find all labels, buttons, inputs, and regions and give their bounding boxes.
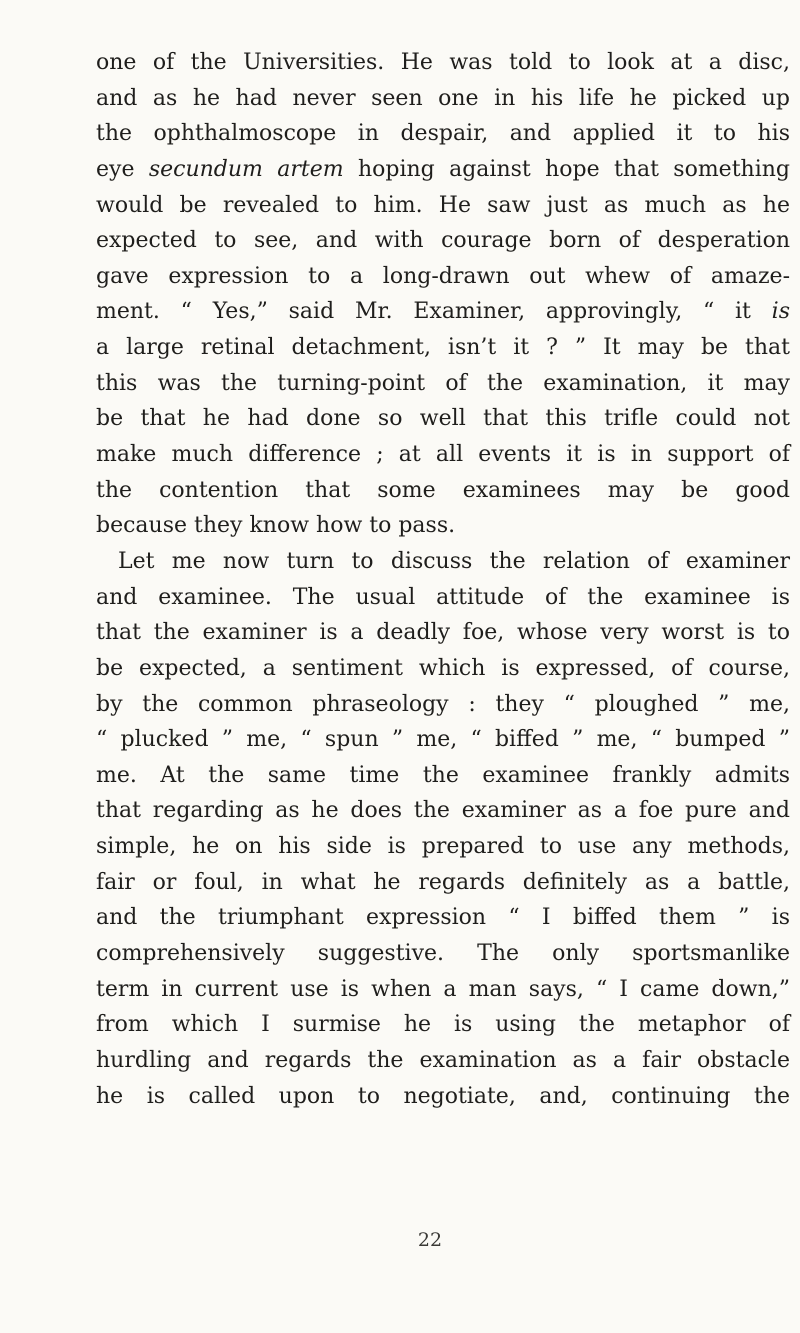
text-line: and as he had never seen one in his life he picked up	[96, 85, 790, 111]
text-line: be that he had done so well that this trifle could not	[96, 406, 790, 432]
text-line: comprehensively suggestive. The only sportsmanlike	[96, 941, 790, 967]
paragraph-first-line: Let me now turn to discuss the relation of examiner	[118, 548, 790, 574]
text-line: fair or foul, in what he regards definitely as a battle,	[96, 869, 790, 895]
text-line	[96, 152, 790, 188]
text-line: would be revealed to him. He saw just as much as he	[96, 192, 790, 218]
text-line: expected to see, and with courage born of desperation	[96, 228, 790, 254]
body-text	[96, 45, 790, 1114]
text-line: from which I surmise he is using the metaphor of	[96, 1012, 790, 1038]
text-fragment: eye	[96, 156, 149, 182]
text-fragment: ment. “ Yes,” said Mr. Examiner, approvingly, “ it	[96, 299, 772, 325]
text-line: simple, he on his side is prepared to use any methods,	[96, 834, 790, 860]
text-line: the contention that some examinees may be good	[96, 477, 790, 503]
paragraph-end-line: because they know how to pass.	[96, 513, 456, 539]
text-line: and examinee. The usual attitude of the examinee is	[96, 584, 790, 610]
text-line: that regarding as he does the examiner as a foe pure and	[96, 798, 790, 824]
text-line: by the common phraseology : they “ ploughed ” me,	[96, 691, 790, 717]
text-line: that the examiner is a deadly foe, whose very worst is to	[96, 620, 790, 646]
text-line: me. At the same time the examinee frankly admits	[96, 762, 790, 788]
text-line: one of the Universities. He was told to look at a disc,	[96, 50, 790, 75]
text-line: term in current use is when a man says, “ I came down,”	[96, 976, 790, 1002]
text-line: gave expression to a long-drawn out whew of amaze-	[96, 263, 790, 289]
text-line: the ophthalmoscope in despair, and applied it to his	[96, 121, 790, 147]
italic-phrase: secundum artem	[148, 156, 344, 182]
text-line: be expected, a sentiment which is expressed, of course,	[96, 655, 790, 681]
text-line: make much difference ; at all events it is in support of	[96, 442, 790, 468]
italic-word: is	[771, 299, 790, 325]
text-fragment: hoping against hope that something	[343, 156, 790, 182]
text-line: hurdling and regards the examination as a fair obstacle	[96, 1047, 790, 1073]
page-number: 22	[417, 1229, 443, 1251]
text-line: this was the turning-point of the examination, it may	[96, 370, 790, 396]
text-line: a large retinal detachment, isn’t it ? ” It may be that	[96, 335, 790, 361]
text-line: and the triumphant expression “ I biffed them ” is	[96, 905, 790, 931]
text-line: “ plucked ” me, “ spun ” me, “ biffed ” me, “ bumped ”	[96, 727, 790, 753]
text-line	[96, 294, 790, 330]
text-line: he is called upon to negotiate, and, continuing the	[96, 1083, 790, 1109]
